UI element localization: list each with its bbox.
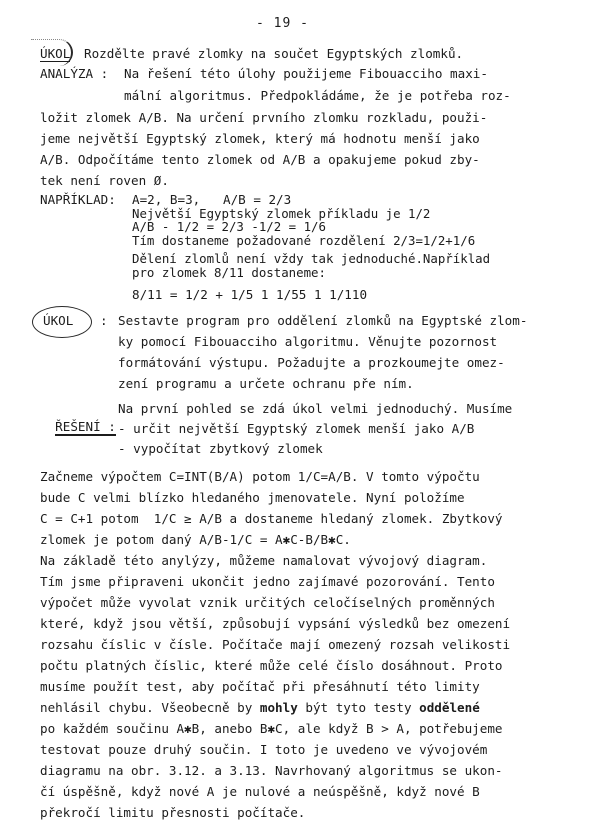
body-line: po každém součinu A✱B, anebo B✱C, ale když B > A, potřebujeme	[40, 721, 503, 736]
example-line: Tím dostaneme požadované rozdělení 2/3=1/2+1/6	[132, 233, 476, 248]
body-line: překročí limitu přesnosti počítače.	[40, 805, 306, 820]
task1-heading	[40, 46, 70, 61]
example-line: pro zlomek 8/11 dostaneme:	[132, 265, 326, 280]
task1-label: ÚKOL	[40, 46, 71, 61]
body-line: počtu platných číslic, které může celé číslo dosáhnout. Proto	[40, 658, 503, 673]
solution-line: - vypočítat zbytkový zlomek	[118, 441, 323, 456]
example-line: A=2, B=3, A/B = 2/3	[132, 192, 292, 207]
body-segment: být tyto testy	[297, 700, 420, 715]
analysis-line: tek není roven Ø.	[40, 173, 169, 188]
body-line: zlomek je potom daný A/B-1/C = A✱C-B/B✱C.	[40, 532, 351, 547]
analysis-line: jeme největší Egyptský zlomek, který má hodnotu menší jako	[40, 131, 480, 146]
task2-colon: :	[100, 313, 108, 328]
example-line: A/B - 1/2 = 2/3 -1/2 = 1/6	[132, 219, 326, 234]
task2-line: Sestavte program pro oddělení zlomků na Egyptské zlom-	[118, 313, 528, 328]
solution-line: - určit největší Egyptský zlomek menší jako A/B	[118, 421, 475, 436]
analysis-line: Na řešení této úlohy použijeme Fibouacciho maxi-	[124, 66, 488, 81]
body-line: musíme použít test, aby počítač při přesáhnutí této limity	[40, 679, 480, 694]
solution-line: Na první pohled se zdá úkol velmi jednoduchý. Musíme	[118, 401, 513, 416]
example-formula: 8/11 = 1/2 + 1/5 1 1/55 1 1/110	[132, 287, 368, 302]
body-segment: nehlásil chybu. Všeobecně by	[40, 700, 260, 715]
task2-line: formátování výstupu. Požadujte a prozkoumejte omez-	[118, 355, 505, 370]
bold-word-oddelene: oddělené	[419, 700, 480, 715]
body-line: Začneme výpočtem C=INT(B/A) potom 1/C=A/B. V tomto výpočtu	[40, 469, 480, 484]
task2-label: ÚKOL	[43, 313, 74, 328]
analysis-line: A/B. Odpočítáme tento zlomek od A/B a opakujeme pokud zby-	[40, 152, 480, 167]
page-number: - 19 -	[256, 16, 309, 31]
analysis-line: mální algoritmus. Předpokládáme, že je potřeba roz-	[124, 88, 511, 103]
task1-text: Rozdělte pravé zlomky na součet Egyptských zlomků.	[84, 46, 464, 61]
body-line: které, když jsou větší, způsobují vypsání výsledků bez omezení	[40, 616, 511, 631]
example-line: Největší Egyptský zlomek příkladu je 1/2	[132, 206, 431, 221]
body-line: C = C+1 potom 1/C ≥ A/B a dostaneme hledaný zlomek. Zbytkový	[40, 511, 503, 526]
body-line: Na základě této anylýzy, můžeme namalovat vývojový diagram.	[40, 553, 488, 568]
example-label: NAPŘÍKLAD:	[40, 192, 116, 207]
body-line: diagramu na obr. 3.12. a 3.13. Navrhovaný algoritmus se ukon-	[40, 763, 503, 778]
bold-word-mohly: mohly	[259, 700, 298, 715]
task2-line: zení programu a určete ochranu pře ním.	[118, 376, 414, 391]
body-line: čí úspěšně, když nové A je nulové a neúspěšně, když nové B	[40, 784, 480, 799]
analysis-label: ANALÝZA :	[40, 66, 109, 81]
body-line	[40, 699, 480, 717]
task2-line: ky pomocí Fibouacciho algoritmu. Věnujte pozornost	[118, 334, 498, 349]
example-line: Dělení zlomlů není vždy tak jednoduché.Například	[132, 251, 491, 266]
body-line: bude C velmi blízko hledaného jmenovatele. Nyní položíme	[40, 490, 465, 505]
solution-label: ŘEŠENÍ :	[55, 419, 116, 434]
solution-heading	[40, 400, 116, 436]
body-line: testovat pouze druhý součin. I toto je uvedeno ve vývojovém	[40, 742, 488, 757]
body-line: rozsahu číslic v čísle. Počítače mají omezený rozsah velikosti	[40, 637, 511, 652]
body-line: výpočet může vyvolat vznik určitých celočíselných proměnných	[40, 595, 495, 610]
body-line: Tím jsme připraveni ukončit jedno zajímavé pozorování. Tento	[40, 574, 495, 589]
analysis-line: ložit zlomek A/B. Na určení prvního zlomku rozkladu, použi-	[40, 110, 488, 125]
